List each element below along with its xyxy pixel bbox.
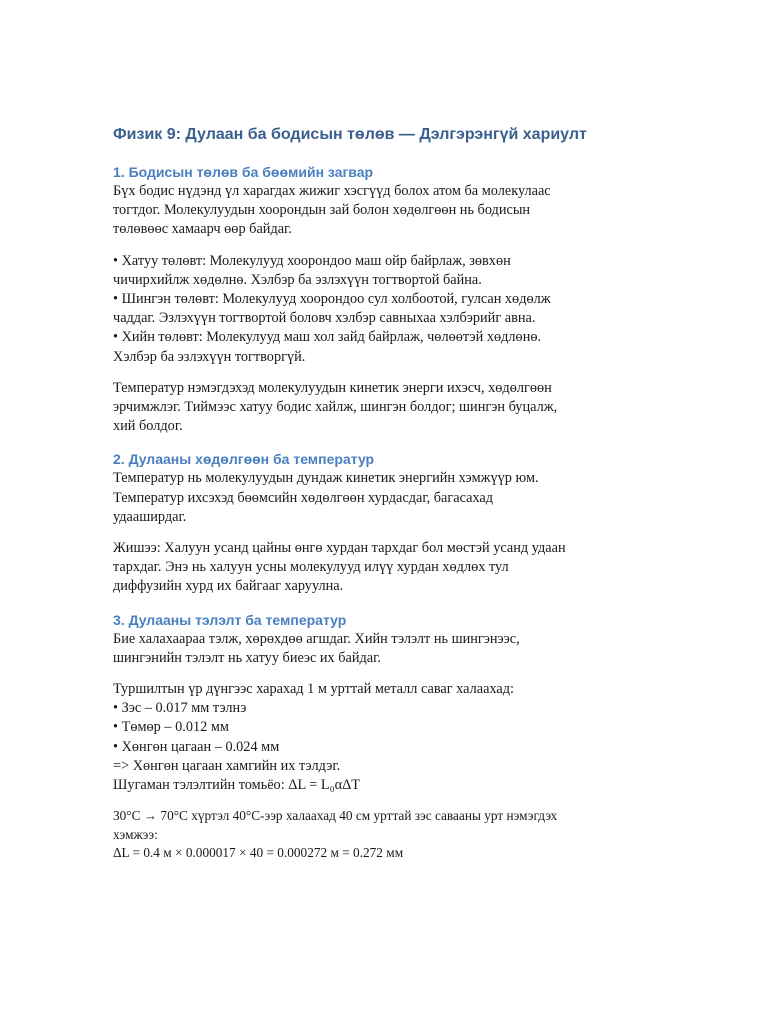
text-line: Температур ихсэхэд бөөмсийн хөдөлгөөн хурдасдаг, багасахад [113, 489, 494, 506]
text-line: шингэнийн тэлэлт нь хатуу биеэс их байдаг. [113, 649, 381, 666]
text-line: хэмжээ: [113, 826, 158, 842]
bullet-aluminium: • Хөнгөн цагаан – 0.024 мм [113, 738, 280, 755]
bullet-liquid: • Шингэн төлөвт: Молекулууд хоорондоо сул холбоотой, гулсан хөдөлж [113, 291, 551, 308]
section-2-heading: 2. Дулааны хөдөлгөөн ба температур [113, 451, 375, 468]
text-line: Температур нь молекулуудын дундаж кинетик энергийн хэмжүүр юм. [113, 470, 539, 487]
formula-line: ΔL = 0.4 м × 0.000017 × 40 = 0.000272 м = 0.272 мм [113, 845, 404, 861]
section-1-states-list [113, 252, 673, 367]
text-line: Температур нэмэгдэхэд молекулуудын кинетик энерги ихэсч, хөдөлгөөн [113, 379, 552, 396]
text-line: Бие халахаараа тэлж, хөрөхдөө агшдаг. Хийн тэлэлт нь шингэнээс, [113, 630, 520, 647]
text-line: чаддаг. Эзлэхүүн тогтвортой боловч хэлбэр савныхаа хэлбэрийг авна. [113, 310, 536, 327]
section-3-experiment [113, 680, 673, 795]
section-3-problem [113, 807, 673, 863]
text-line: => Хөнгөн цагаан хамгийн их тэлдэг. [113, 757, 341, 774]
bullet-gas: • Хийн төлөвт: Молекулууд маш хол зайд байрлаж, чөлөөтэй хөдлөнө. [113, 329, 542, 346]
section-1-heading: 1. Бодисын төлөв ба бөөмийн загвар [113, 164, 374, 180]
text-line: диффузийн хурд их байгааг харуулна. [113, 578, 344, 595]
text-line: Туршилтын үр дүнгээс харахад 1 м урттай металл саваг халаахад: [113, 681, 514, 698]
text-line: 30°C → 70°C хүртэл 40°C-ээр халаахад 40 см урттай зэс савааны урт нэмэгдэх [113, 808, 558, 824]
section-1-intro [113, 182, 673, 240]
text-line: Бүх бодис нүдэнд үл харагдах жижиг хэсгүүд болох атом ба молекулаас [113, 183, 551, 199]
text-line: эрчимжлэг. Тиймээс хатуу бодис хайлж, шингэн болдог; шингэн буцалж, [113, 399, 558, 416]
text-line: төлөвөөс хамаарч өөр байдаг. [113, 221, 292, 238]
section-2-intro [113, 469, 673, 527]
text-line: Жишээ: Халуун усанд цайны өнгө хурдан тархдаг бол мөстэй усанд удаан [113, 540, 566, 557]
document-title: Физик 9: Дулаан ба бодисын төлөв — Дэлгэрэнгүй хариулт [113, 126, 587, 143]
section-3-heading: 3. Дулааны тэлэлт ба температур [113, 611, 347, 628]
text-line: удааширдаг. [113, 508, 187, 525]
text-line: тогтдог. Молекулуудын хоорондын зай болон хөдөлгөөн нь бодисын [113, 202, 531, 219]
document-page [113, 124, 673, 863]
section-3-intro [113, 630, 673, 668]
section-2-example [113, 539, 673, 597]
text-line: хий болдог. [113, 418, 183, 435]
text-line: тархдаг. Энэ нь халуун усны молекулууд илүү хурдан хөдлөх тул [113, 559, 509, 576]
section-1-conclusion [113, 379, 673, 437]
bullet-copper: • Зэс – 0.017 мм тэлнэ [113, 700, 247, 717]
bullet-iron: • Төмөр – 0.012 мм [113, 719, 229, 736]
formula-line: Шугаман тэлэлтийн томьёо: ΔL = L₀αΔT [113, 777, 360, 794]
bullet-solid: • Хатуу төлөвт: Молекулууд хоорондоо маш ойр байрлаж, зөвхөн [113, 252, 511, 269]
text-line: Хэлбэр ба эзлэхүүн тогтворгүй. [113, 348, 306, 365]
text-line: чичирхийлж хөдөлнө. Хэлбэр ба эзлэхүүн тогтвортой байна. [113, 271, 482, 288]
